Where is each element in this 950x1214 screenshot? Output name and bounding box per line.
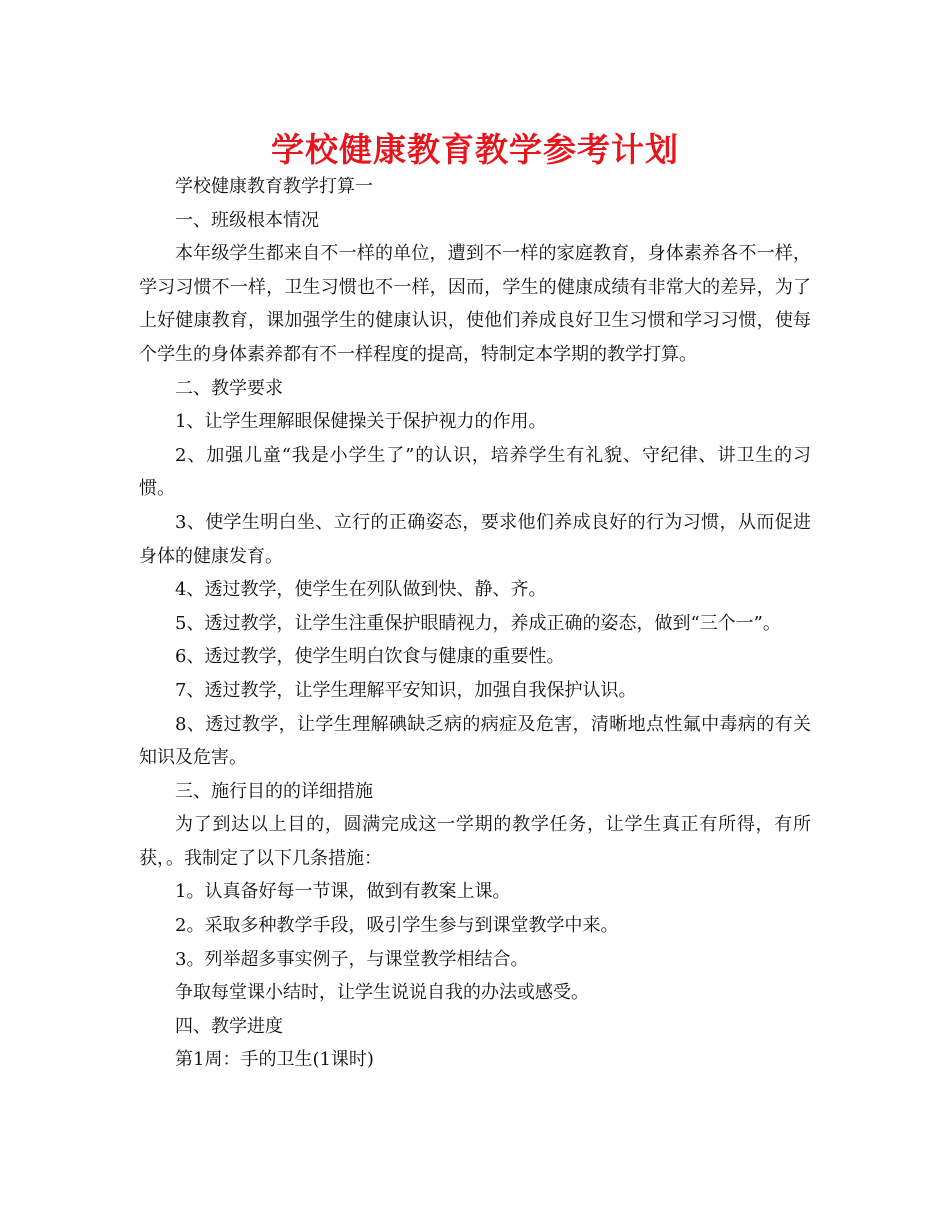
list-item-requirement-8: 8、透过教学，让学生理解碘缺乏病的病症及危害，清晰地点性氟中毒病的有关知识及危害。 xyxy=(139,713,811,769)
section-heading-class-situation: 一、班级根本情况 xyxy=(175,209,319,231)
list-item-requirement-5: 5、透过教学，让学生注重保护眼睛视力，养成正确的姿态，做到“三个一”。 xyxy=(175,612,781,634)
list-item-requirement-7: 7、透过教学，让学生理解平安知识，加强自我保护认识。 xyxy=(175,679,637,701)
list-item-week-1: 第1周：手的卫生(1课时) xyxy=(175,1049,374,1071)
paragraph-plan-heading: 学校健康教育教学打算一 xyxy=(175,176,373,197)
list-item-measure-1: 1。认真备好每一节课，做到有教案上课。 xyxy=(175,881,511,903)
list-item-requirement-6: 6、透过教学，使学生明白饮食与健康的重要性。 xyxy=(175,646,565,668)
list-item-requirement-4: 4、透过教学，使学生在列队做到快、静、齐。 xyxy=(175,579,547,601)
list-item-requirement-1: 1、让学生理解眼保健操关于保护视力的作用。 xyxy=(175,411,547,433)
list-item-requirement-3: 3、使学生明白坐、立行的正确姿态，要求他们养成良好的行为习惯，从而促进身体的健康发育。 xyxy=(139,511,811,567)
section-heading-teaching-requirements: 二、教学要求 xyxy=(175,377,283,399)
document-title: 学校健康教育教学参考计划 xyxy=(271,130,679,169)
list-item-requirement-2: 2、加强儿童“我是小学生了”的认识，培养学生有礼貌、守纪律、讲卫生的习惯。 xyxy=(139,444,811,500)
paragraph-summary-practice: 争取每堂课小结时，让学生说说自我的办法或感受。 xyxy=(175,982,589,1004)
section-heading-measures: 三、施行目的的详细措施 xyxy=(175,780,373,802)
section-heading-teaching-progress: 四、教学进度 xyxy=(175,1015,283,1037)
paragraph-measures-intro: 为了到达以上目的，圆满完成这一学期的教学任务，让学生真正有所得，有所获，。我制定了以下几条措施： xyxy=(139,814,811,869)
list-item-measure-2: 2。采取多种教学手段，吸引学生参与到课堂教学中来。 xyxy=(175,915,619,937)
list-item-measure-3: 3。列举超多事实例子，与课堂教学相结合。 xyxy=(175,948,529,970)
document-body xyxy=(139,170,811,1077)
paragraph-class-situation: 本年级学生都来自不一样的单位，遭到不一样的家庭教育，身体素养各不一样，学习习惯不一样，卫生习惯也不一样，因而，学生的健康成绩有非常大的差异，为了上好健康教育，课加强学生的健康认识，使他们养成良好卫生习惯和学习习惯，使每个学生的身体素养都有不一样程度的提高，特制定本学期的教学打算。 xyxy=(139,243,811,365)
